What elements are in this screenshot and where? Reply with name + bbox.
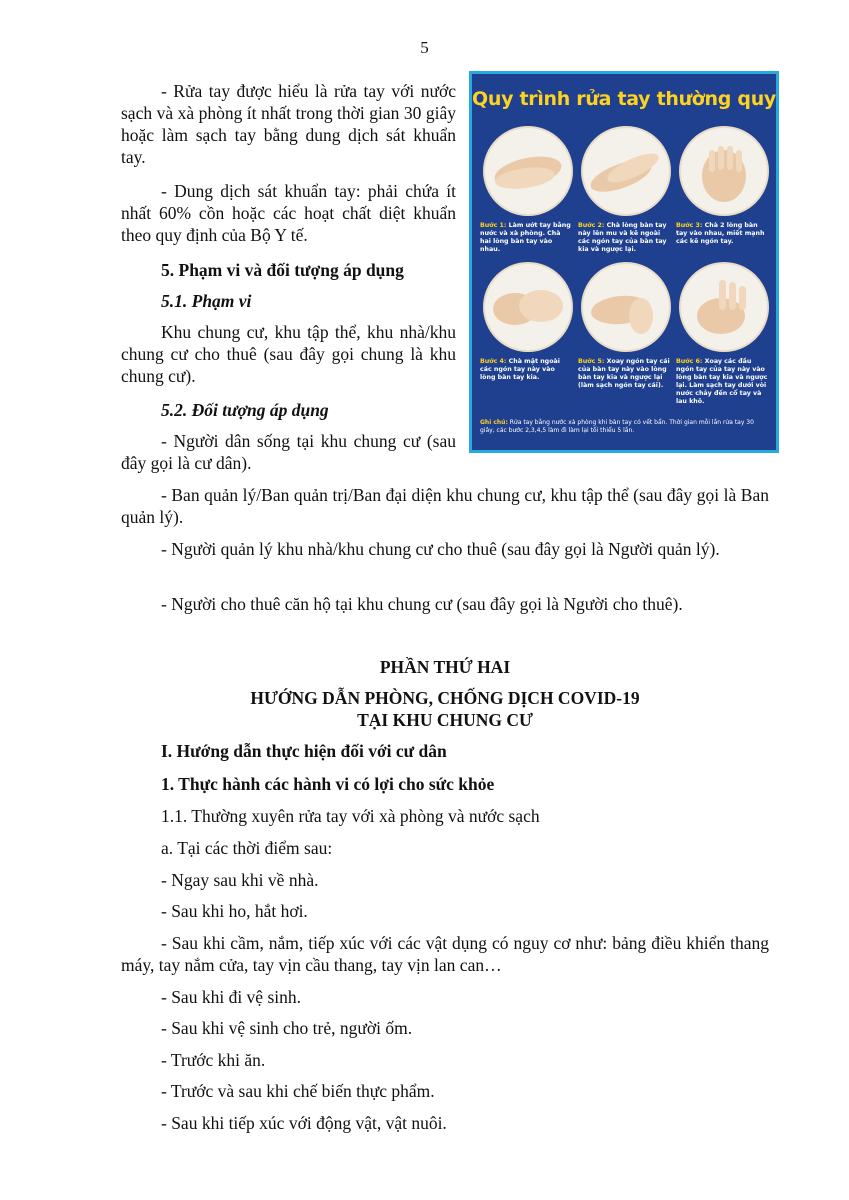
paragraph-management-board: - Ban quản lý/Ban quản trị/Ban đại diện khu chung cư, khu tập thể (sau đây gọi là Ban quản lý). [121,485,769,527]
list-item: - Sau khi vệ sinh cho trẻ, người ốm. [161,1018,413,1038]
hands-fingers-lock-icon [483,262,573,352]
hands-interlace-icon [679,126,769,216]
paragraph-scope: Khu chung cư, khu tập thể, khu nhà/khu chung cư cho thuê (sau đây gọi chung là khu chung cư). [121,322,456,386]
step-2-label: Bước 2: [578,222,605,229]
list-item: - Trước khi ăn. [161,1050,266,1070]
part-two-subtitle-line1: HƯỚNG DẪN PHÒNG, CHỐNG DỊCH COVID-19 [250,688,640,708]
poster-step-2 [578,126,670,254]
part-two-title: PHẦN THỨ HAI [379,657,511,677]
poster-step-1 [480,126,572,254]
poster-step-6 [676,262,768,406]
list-item: - Sau khi tiếp xúc với động vật, vật nuôi. [161,1113,447,1133]
hands-palm-rub-icon [483,126,573,216]
heading-scope: 5.1. Phạm vi [161,291,252,311]
page-number: 5 [420,38,429,57]
hands-fingertips-icon [679,262,769,352]
part-two-subtitle-line2: TẠI KHU CHUNG CƯ [357,710,533,730]
step-4-text: Chà mặt ngoài các ngón tay này vào lòng bàn tay kia. [480,358,560,381]
paragraph-handwash-definition: - Rửa tay được hiểu là rửa tay với nước sạch và xà phòng ít nhất trong thời gian 30 giây hoặc làm sạch tay bằng dung dịch sát khuẩn tay. [121,81,456,167]
section-resident-guidance: I. Hướng dẫn thực hiện đối với cư dân [161,741,447,761]
step-2-text: Chà lòng bàn tay này lên mu và kẽ ngoài các ngón tay của bàn tay kia và ngược lại. [578,222,667,253]
paragraph-lessor: - Người cho thuê căn hộ tại khu chung cư (sau đây gọi là Người cho thuê). [161,594,683,614]
step-5-text: Xoay ngón tay cái của bàn tay này vào lòng bàn tay kia và ngược lại (làm sạch ngón tay cái). [578,358,670,389]
section-healthy-behaviors: 1. Thực hành các hành vi có lợi cho sức khỏe [161,774,495,794]
step-6-text: Xoay các đầu ngón tay của tay này vào lòng bàn tay kia và ngược lại. Làm sạch tay dưới vòi nước chảy đến cổ tay và lau khô. [676,358,768,405]
list-item: - Trước và sau khi chế biến thực phẩm. [161,1081,435,1101]
step-1-label: Bước 1: [480,222,507,229]
step-3-text: Chà 2 lòng bàn tay vào nhau, miết mạnh các kẽ ngón tay. [676,222,765,245]
poster-title: Quy trình rửa tay thường quy [472,88,777,110]
step-4-label: Bước 4: [480,358,507,365]
item-wash-hands: 1.1. Thường xuyên rửa tay với xà phòng và nước sạch [161,806,540,826]
handwashing-poster [469,71,779,453]
poster-note-label: Ghi chú: [480,419,508,426]
heading-scope-and-subjects: 5. Phạm vi và đối tượng áp dụng [161,260,404,280]
poster-note [480,419,770,435]
poster-note-text: Rửa tay bằng nước xà phòng khi bàn tay có vết bẩn. Thời gian mỗi lần rửa tay 30 giây, các bước 2,3,4,5 làm đi làm lại tối thiểu 5 lần. [480,419,754,434]
poster-step-3 [676,126,768,246]
step-5-label: Bước 5: [578,358,605,365]
step-3-label: Bước 3: [676,222,703,229]
hands-back-rub-icon [581,126,671,216]
list-item: - Sau khi đi vệ sinh. [161,987,301,1007]
paragraph-sanitizer-definition: - Dung dịch sát khuẩn tay: phải chứa ít nhất 60% cồn hoặc các hoạt chất diệt khuẩn theo quy định của Bộ Y tế. [121,181,456,245]
list-item: - Sau khi ho, hắt hơi. [161,901,308,921]
list-item: - Sau khi cầm, nắm, tiếp xúc với các vật dụng có nguy cơ như: bảng điều khiển thang máy, tay nắm cửa, tay vịn cầu thang, tay vịn lan can… [121,933,769,975]
paragraph-manager: - Người quản lý khu nhà/khu chung cư cho thuê (sau đây gọi là Người quản lý). [161,539,720,559]
item-moments: a. Tại các thời điểm sau: [161,838,333,858]
poster-step-5 [578,262,670,390]
heading-subjects: 5.2. Đối tượng áp dụng [161,400,329,420]
step-6-label: Bước 6: [676,358,703,365]
list-item: - Ngay sau khi về nhà. [161,870,319,890]
poster-step-4 [480,262,572,382]
paragraph-residents: - Người dân sống tại khu chung cư (sau đây gọi là cư dân). [121,431,456,473]
step-1-text: Làm ướt tay bằng nước và xà phòng. Chà hai lòng bàn tay vào nhau. [480,222,571,253]
hands-thumb-rotate-icon [581,262,671,352]
